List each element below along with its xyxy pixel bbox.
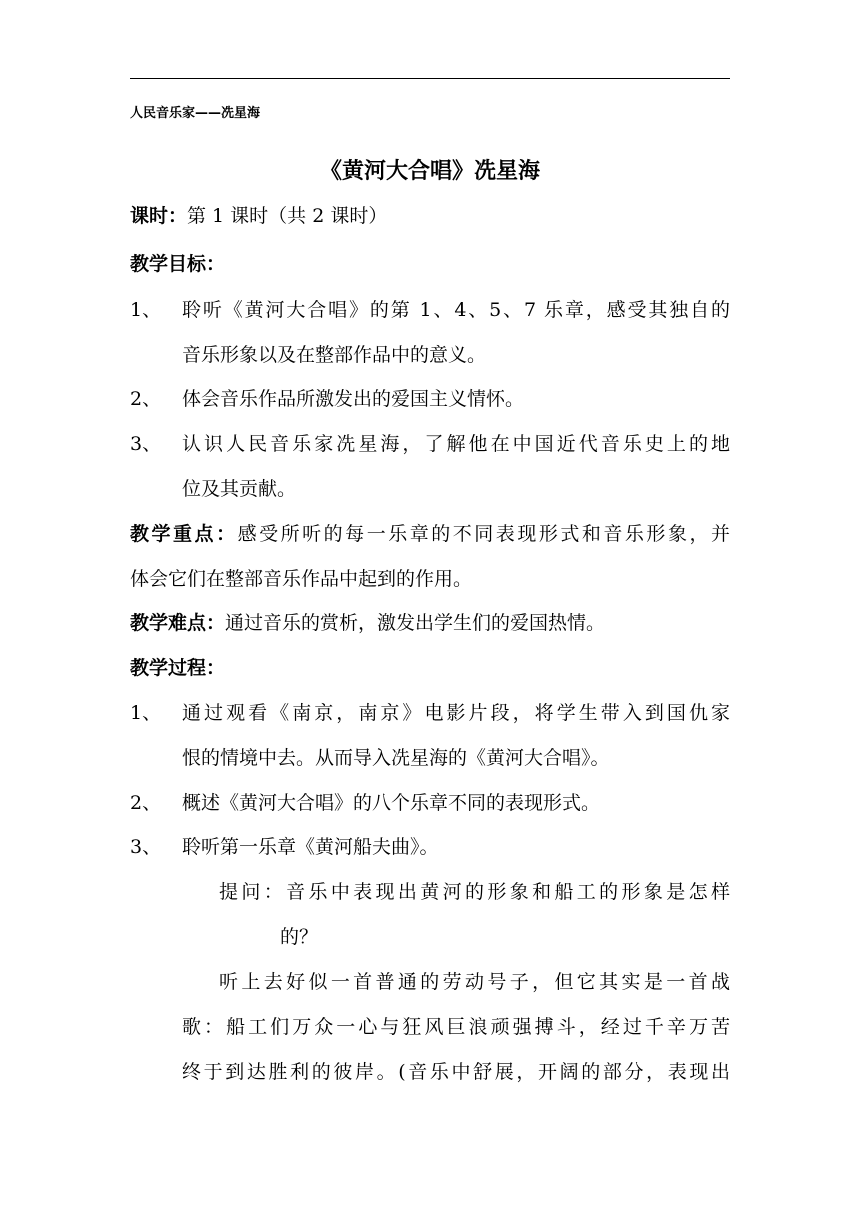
header-rule	[130, 78, 730, 79]
paragraph-line-1: 听上去好似一首普通的劳动号子，但它其实是一首战	[219, 971, 730, 993]
process-3-line-1: 聆听第一乐章《黄河船夫曲》。	[182, 836, 439, 858]
difficulties-label: 教学难点：	[130, 612, 226, 634]
process-2-line-1: 概述《黄河大合唱》的八个乐章不同的表现形式。	[182, 792, 601, 814]
key-points-label: 教学重点：	[130, 523, 238, 545]
document-title: 《黄河大合唱》冼星海	[319, 159, 540, 184]
objective-1-line-1: 聆听《黄河大合唱》的第 1、4、5、7 乐章，感受其独自的	[182, 299, 730, 321]
objective-3-line-2: 位及其贡献。	[182, 478, 297, 500]
key-points-line-1	[130, 520, 730, 548]
paragraph-line-2: 歌：船工们万众一心与狂风巨浪顽强搏斗，经过千辛万苦	[182, 1016, 730, 1038]
process-1-number: 1、	[130, 702, 162, 724]
question-line-2: 的？	[280, 926, 319, 948]
lesson-time-value: 第 1 课时（共 2 课时）	[187, 205, 388, 227]
objective-1-line-2: 音乐形象以及在整部作品中的意义。	[182, 344, 487, 366]
process-1-line-1: 通过观看《南京，南京》电影片段，将学生带入到国仇家	[182, 702, 730, 724]
objective-1-number: 1、	[130, 299, 162, 321]
process-1-line-2: 恨的情境中去。从而导入冼星海的《黄河大合唱》。	[182, 747, 610, 769]
objective-3-line-1: 认识人民音乐家冼星海，了解他在中国近代音乐史上的地	[182, 433, 730, 455]
objective-2-number: 2、	[130, 388, 162, 410]
process-3-number: 3、	[130, 836, 162, 858]
key-points-line-2: 体会它们在整部音乐作品中起到的作用。	[130, 568, 473, 590]
difficulties-value: 通过音乐的赏析，激发出学生们的爱国热情。	[225, 612, 606, 634]
difficulties	[130, 609, 605, 637]
process-2-number: 2、	[130, 792, 162, 814]
objective-2-line-1: 体会音乐作品所激发出的爱国主义情怀。	[182, 388, 525, 410]
process-label: 教学过程：	[130, 657, 226, 679]
objective-3-number: 3、	[130, 433, 162, 455]
key-points-text-1: 感受所听的每一乐章的不同表现形式和音乐形象，并	[237, 523, 730, 545]
question-line-1: 提问：音乐中表现出黄河的形象和船工的形象是怎样	[219, 881, 730, 903]
lesson-time-label: 课时：	[130, 205, 188, 227]
running-header: 人民音乐家——冼星海	[130, 106, 261, 121]
objectives-label: 教学目标：	[130, 253, 226, 275]
lesson-time	[130, 202, 387, 230]
paragraph-line-3: 终于到达胜利的彼岸。(音乐中舒展，开阔的部分，表现出	[182, 1061, 730, 1083]
